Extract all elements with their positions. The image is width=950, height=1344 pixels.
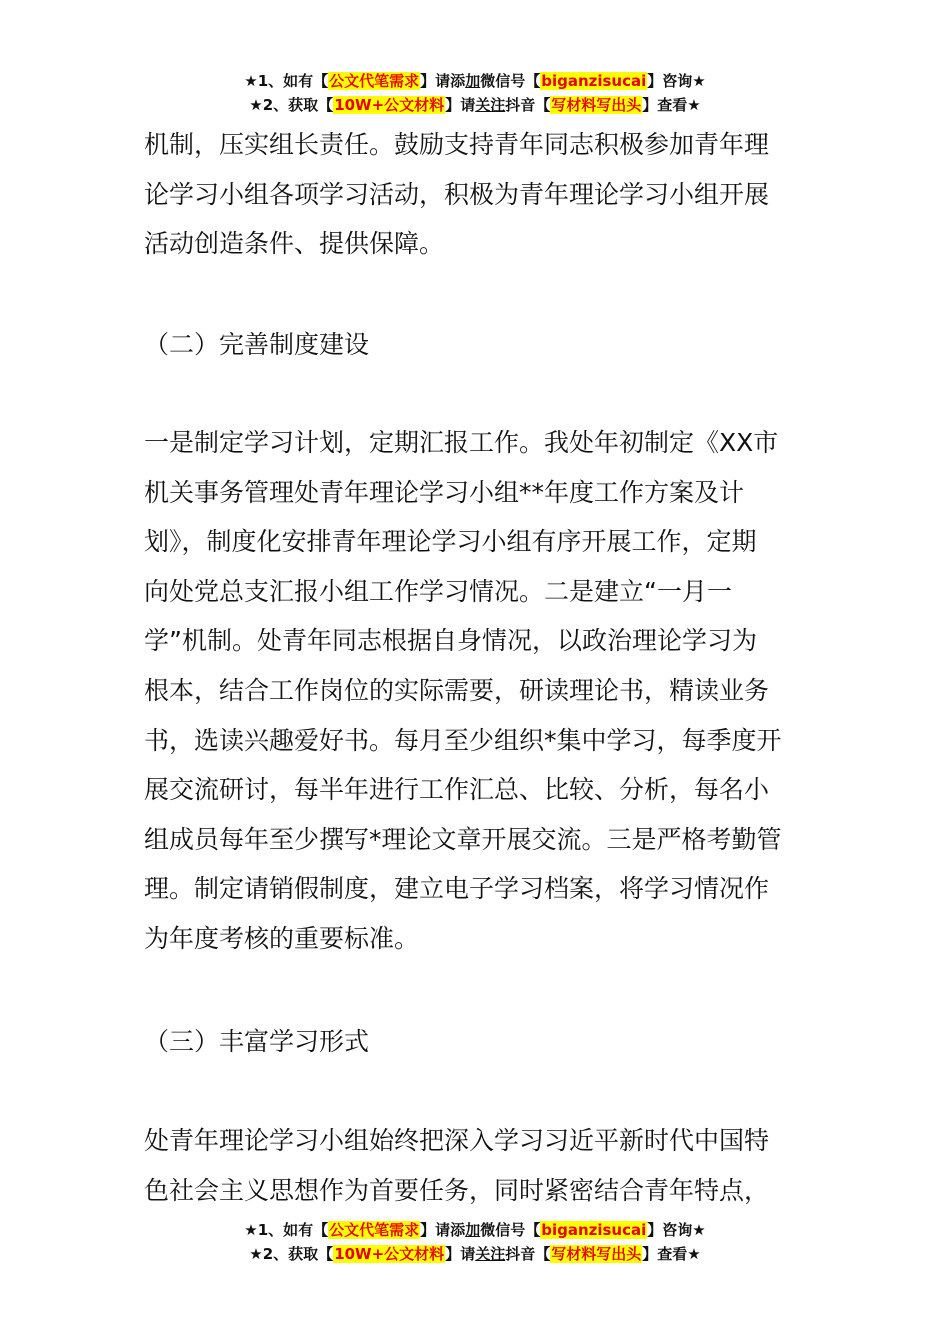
paragraph-3: [144, 1116, 808, 1215]
banner-wechat-id: biganzisucai: [541, 1221, 647, 1239]
text-line: 色社会主义思想作为首要任务，同时紧密结合青年特点，: [144, 1175, 770, 1205]
banner-line-2: [0, 93, 950, 117]
text-line: 活动创造条件、提供保障。: [144, 229, 445, 259]
text-line: 处青年理论学习小组始终把深入学习习近平新时代中国特: [144, 1126, 770, 1155]
bottom-banner: [0, 1218, 950, 1266]
text-line: 划》，制度化安排青年理论学习小组有序开展工作，定期: [144, 527, 757, 557]
top-banner: [0, 69, 950, 117]
banner-highlight: 公文代笔需求: [329, 72, 420, 90]
paragraph-intro: [144, 120, 808, 269]
banner-underline: 加: [465, 72, 481, 90]
banner-highlight: 10W+公文材料: [334, 96, 445, 114]
banner-wechat-id: biganzisucai: [541, 72, 647, 90]
banner-line-1: [0, 1218, 950, 1242]
banner-text: ★2、获取【: [249, 96, 334, 114]
text-line: 理。制定请销假制度，建立电子学习档案，将学习情况作: [144, 874, 770, 904]
banner-text: 】查看★: [642, 96, 701, 114]
banner-text: 】请: [445, 96, 476, 114]
text-line: 机关事务管理处青年理论学习小组**年度工作方案及计: [144, 477, 745, 507]
banner-highlight: 10W+公文材料: [334, 1245, 445, 1263]
banner-text: 】请添: [420, 72, 466, 90]
banner-text: 】咨询★: [647, 1221, 706, 1239]
banner-text: 】请添: [420, 1221, 466, 1239]
section-heading-3: （三）丰富学习形式: [144, 1027, 370, 1056]
banner-underline: 关注: [475, 1245, 506, 1263]
text-line: 展交流研讨，每半年进行工作汇总、比较、分析，每名小: [144, 775, 770, 805]
banner-text: 】咨询★: [647, 72, 706, 90]
banner-douyin-id: 写材料写出头: [551, 96, 642, 114]
text-line: 学”机制。处青年同志根据自身情况，以政治理论学习为: [144, 626, 757, 656]
banner-underline: 加: [465, 1221, 481, 1239]
text-line: 向处党总支汇报小组工作学习情况。二是建立“一月一: [144, 576, 732, 606]
banner-text: ★2、获取【: [249, 1245, 334, 1263]
text-line: 一是制定学习计划，定期汇报工作。我处年初制定《XX市: [144, 428, 779, 457]
banner-text: 抖音【: [505, 96, 551, 114]
banner-text: ★1、如有【: [244, 1221, 329, 1239]
text-line: 根本，结合工作岗位的实际需要，研读理论书，精读业务: [144, 675, 770, 705]
paragraph-2: [144, 418, 808, 964]
banner-text: 抖音【: [505, 1245, 551, 1263]
text-line: 组成员每年至少撰写*理论文章开展交流。三是严格考勤管: [144, 824, 782, 854]
section-heading-2: （二）完善制度建设: [144, 330, 370, 359]
banner-text: ★1、如有【: [244, 72, 329, 90]
text-line: 为年度考核的重要标准。: [144, 923, 420, 953]
banner-line-2: [0, 1242, 950, 1266]
banner-highlight: 公文代笔需求: [329, 1221, 420, 1239]
banner-douyin-id: 写材料写出头: [551, 1245, 642, 1263]
banner-text: 】请: [445, 1245, 476, 1263]
text-line: 书，选读兴趣爱好书。每月至少组织*集中学习，每季度开: [144, 725, 782, 755]
text-line: 论学习小组各项学习活动，积极为青年理论学习小组开展: [144, 179, 770, 209]
banner-text: 微信号【: [480, 1221, 541, 1239]
banner-text: 】查看★: [642, 1245, 701, 1263]
banner-underline: 关注: [475, 96, 506, 114]
text-line: 机制，压实组长责任。鼓励支持青年同志积极参加青年理: [144, 130, 770, 159]
banner-line-1: [0, 69, 950, 93]
banner-text: 微信号【: [480, 72, 541, 90]
